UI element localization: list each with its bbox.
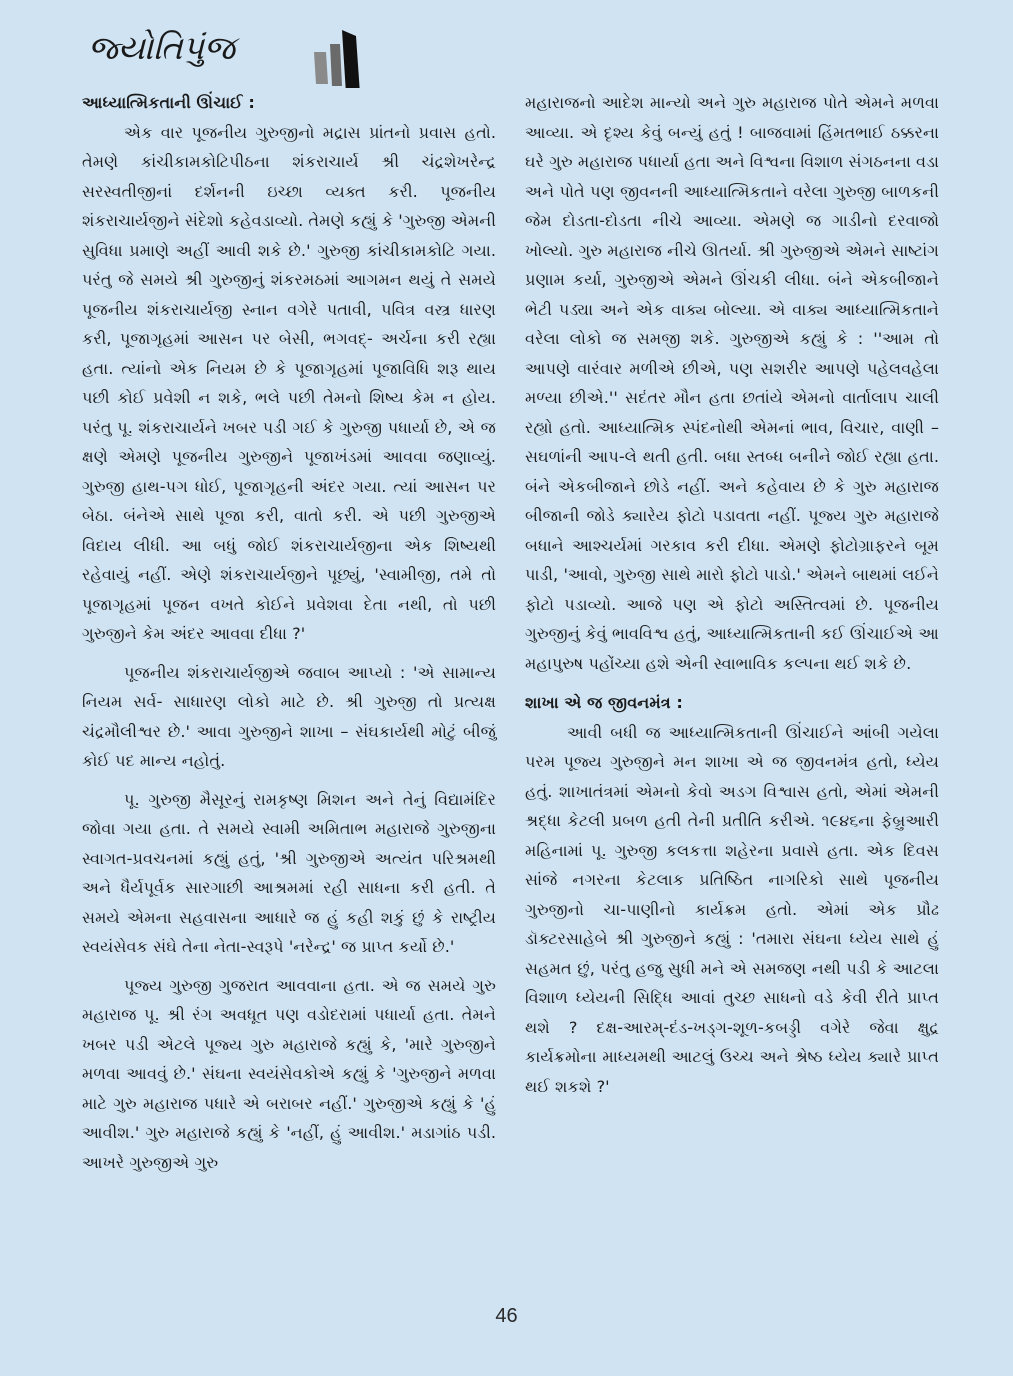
article-paragraph: પૂ. ગુરુજી મૈસૂરનું રામકૃષ્ણ મિશન અને તેનું વિદ્યામંદિર જોવા ગયા હતા. તે સમયે સ્વામી અમિતાભ મહારાજે ગુરુજીના સ્વાગત-પ્રવચનમાં કહ્યું હતું, 'શ્રી ગુરુજીએ અત્યંત પરિશ્રમથી અને ધૈર્યપૂર્વક સારગાછી આશ્રમમાં રહી સાધના કરી હતી. તે સમયે એમના સહવાસના આધારે જ હું કહી શકું છું કે રાષ્ટ્રીય સ્વયંસેવક સંઘે તેના નેતા-સ્વરૂપે 'નરેન્દ્ર' જ પ્રાપ્ત કર્યો છે.': [82, 789, 496, 956]
left-column: [82, 88, 496, 1186]
header-bars-decoration: [238, 22, 368, 88]
article-paragraph: પૂજ્ય ગુરુજી ગુજરાત આવવાના હતા. એ જ સમયે ગુરુ મહારાજ પૂ. શ્રી રંગ અવધૂત પણ વડોદરામાં પધાર્યા હતા. તેમને ખબર પડી એટલે પૂજ્ય ગુરુ મહારાજે કહ્યું કે, 'મારે ગુરુજીને મળવા આવવું છે.' સંઘના સ્વયંસેવકોએ કહ્યું કે 'ગુરુજીને મળવા માટે ગુરુ મહારાજ પધારે એ બરાબર નહીં.' ગુરુજીએ કહ્યું કે 'હું આવીશ.' ગુરુ મહારાજે કહ્યું કે 'નહીં, હું આવીશ.' મડાગાંઠ પડી. આખરે ગુરુજીએ ગુરુ: [82, 975, 496, 1172]
section-heading-shakha: શાખા એ જ જીવનમંત્ર :: [525, 693, 683, 712]
article-paragraph: એક વાર પૂજનીય ગુરુજીનો મદ્રાસ પ્રાંતનો પ્રવાસ હતો. તેમણે કાંચીકામકોટિપીઠના શંકરાચાર્ય શ્રી ચંદ્રશેખરેન્દ્ર સરસ્વતીજીનાં દર્શનની ઇચ્છા વ્યક્ત કરી. પૂજનીય શંકરાચાર્યજીને સંદેશો કહેવડાવ્યો. તેમણે કહ્યું કે 'ગુરુજી એમની સુવિધા પ્રમાણે અહીં આવી શકે છે.' ગુરુજી કાંચીકામકોટિ ગયા. પરંતુ જે સમયે શ્રી ગુરુજીનું શંકરમઠમાં આગમન થયું તે સમયે પૂજનીય શંકરાચાર્યજી સ્નાન વગેરે પતાવી, પવિત્ર વસ્ત્ર ધારણ કરી, પૂજાગૃહમાં આસન પર બેસી, ભગવદ્‌- અર્ચના કરી રહ્યા હતા. ત્યાંનો એક નિયમ છે કે પૂજાગૃહમાં પૂજાવિધિ શરૂ થાય પછી કોઈ પ્રવેશી ન શકે, ભલે પછી તેમનો શિષ્ય કેમ ન હોય. પરંતુ પૂ. શંકરાચાર્યને ખબર પડી ગઈ કે ગુરુજી પધાર્યા છે, એ જ ક્ષણે એમણે પૂજનીય ગુરુજીને પૂજાખંડમાં આવવા જણાવ્યું. ગુરુજી હાથ-પગ ધોઈ, પૂજાગૃહની અંદર ગયા. ત્યાં આસન પર બેઠા. બંનેએ સાથે પૂજા કરી, વાતો કરી. એ પછી ગુરુજીએ વિદાય લીધી. આ બધું જોઈ શંકરાચાર્યજીના એક શિષ્યથી રહેવાયું નહીં. એણે શંકરાચાર્યજીને પૂછ્યું, 'સ્વામીજી, તમે તો પૂજાગૃહમાં પૂજન વખતે કોઈને પ્રવેશવા દેતા નથી, તો પછી ગુરુજીને કેમ અંદર આવવા દીધા ?': [82, 122, 496, 643]
magazine-section-title: જ્યોતિપુંજ: [88, 28, 236, 67]
right-column: [525, 88, 939, 1110]
page-number: 46: [495, 1305, 518, 1327]
article-paragraph-continued: મહારાજનો આદેશ માન્યો અને ગુરુ મહારાજ પોતે એમને મળવા આવ્યા. એ દૃશ્ય કેવું બન્યું હતું ! બાજવામાં હિંમતભાઈ ઠક્કરના ઘરે ગુરુ મહારાજ પધાર્યા હતા અને વિશ્વના વિશાળ સંગઠનના વડા અને પોતે પણ જીવનની આધ્યાત્મિકતાને વરેલા ગુરુજી બાળકની જેમ દોડતા-દોડતા નીચે આવ્યા. એમણે જ ગાડીનો દરવાજો ખોલ્યો. ગુરુ મહારાજ નીચે ઊતર્યા. શ્રી ગુરુજીએ એમને સાષ્ટાંગ પ્રણામ કર્યા, ગુરુજીએ એમને ઊંચકી લીધા. બંને એકબીજાને ભેટી પડ્યા અને એક વાક્ય બોલ્યા. એ વાક્ય આધ્યાત્મિકતાને વરેલા લોકો જ સમજી શકે. ગુરુજીએ કહ્યું કે : ''આમ તો આપણે વારંવાર મળીએ છીએ, પણ સશરીર આપણે પહેલવહેલા મળ્યા છીએ.'' સદંતર મૌન હતા છતાંયે એમનો વાર્તાલાપ ચાલી રહ્યો હતો. આધ્યાત્મિક સ્પંદનોથી એમનાં ભાવ, વિચાર, વાણી – સઘળાંની આપ-લે થતી હતી. બધા સ્તબ્ધ બનીને જોઈ રહ્યા હતા. બંને એકબીજાને છોડે નહીં. અને કહેવાય છે કે ગુરુ મહારાજ બીજાની જોડે ક્યારેય ફોટો પડાવતા નહીં. પૂજ્ય ગુરુ મહારાજે બધાને આશ્ચર્યમાં ગરકાવ કરી દીધા. એમણે ફોટોગ્રાફરને બૂમ પાડી, 'આવો, ગુરુજી સાથે મારો ફોટો પાડો.' એમને બાથમાં લઈને ફોટો પડાવ્યો. આજે પણ એ ફોટો અસ્તિત્વમાં છે. પૂજનીય ગુરુજીનું કેવું ભાવવિશ્વ હતું, આધ્યાત્મિકતાની કઈ ઊંચાઈએ આ મહાપુરુષ પહોંચ્યા હશે એની સ્વાભાવિક કલ્પના થઈ શકે છે.: [525, 93, 939, 673]
page-header: [88, 14, 388, 82]
article-paragraph: આવી બધી જ આધ્યાત્મિકતાની ઊંચાઈને આંબી ગયેલા પરમ પૂજ્ય ગુરુજીને મન શાખા એ જ જીવનમંત્ર હતો, ધ્યેય હતું. શાખાતંત્રમાં એમનો કેવો અડગ વિશ્વાસ હતો, એમાં એમની શ્રદ્ધા કેટલી પ્રબળ હતી તેની પ્રતીતિ કરીએ. ૧૯૪૬ના ફેબ્રુઆરી મહિનામાં પૂ. ગુરુજી કલકત્તા શહેરના પ્રવાસે હતા. એક દિવસ સાંજે નગરના કેટલાક પ્રતિષ્ઠિત નાગરિકો સાથે પૂજનીય ગુરુજીનો ચા-પાણીનો કાર્યક્રમ હતો. એમાં એક પ્રૌઢ ડૉક્ટરસાહેબે શ્રી ગુરુજીને કહ્યું : 'તમારા સંઘના ધ્યેય સાથે હું સહમત છું, પરંતુ હજુ સુધી મને એ સમજણ નથી પડી કે આટલા વિશાળ ધ્યેયની સિદ્ધિ આવાં તુચ્છ સાધનો વડે કેવી રીતે પ્રાપ્ત થશે ? દક્ષ-આરમ્‌-દંડ-ખડ્ગ-શૂળ-કબડ્ડી વગેરે જેવા ક્ષુદ્ર કાર્યક્રમોના માધ્યમથી આટલું ઉચ્ચ અને શ્રેષ્ઠ ધ્યેય ક્યારે પ્રાપ્ત થઈ શકશે ?': [525, 722, 939, 1096]
article-paragraph: પૂજનીય શંકરાચાર્યજીએ જવાબ આપ્યો : 'એ સામાન્ય નિયમ સર્વ- સાધારણ લોકો માટે છે. શ્રી ગુરુજી તો પ્રત્યક્ષ ચંદ્રમૌલીશ્વર છે.' આવા ગુરુજીને શાખા – સંઘકાર્યથી મોટું બીજું કોઈ પદ માન્ય નહોતું.: [82, 662, 496, 770]
section-heading-spirituality: આધ્યાત્મિકતાની ઊંચાઈ :: [82, 93, 255, 112]
